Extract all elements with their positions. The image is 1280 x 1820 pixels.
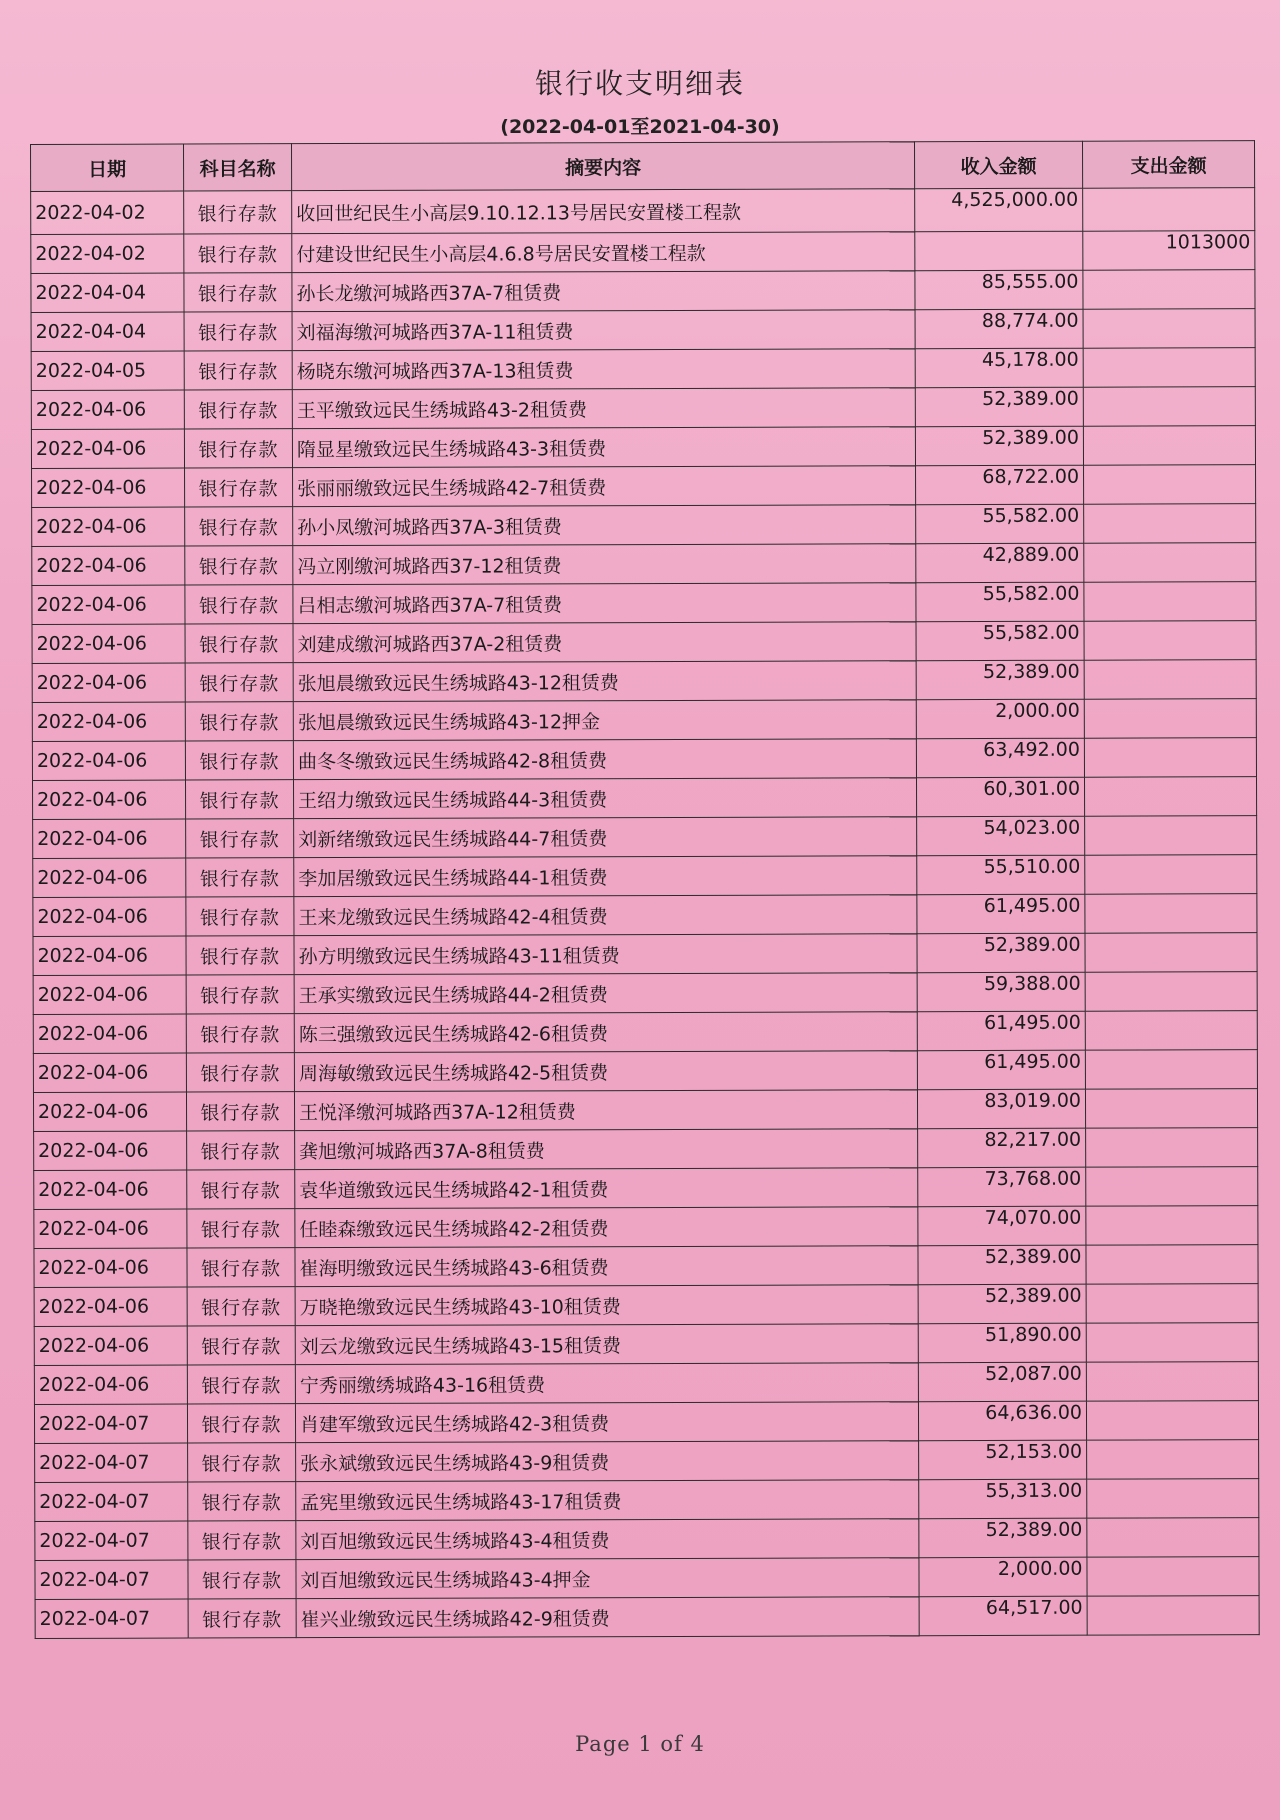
cell-summary: 刘百旭缴致远民生绣城路43-4押金 xyxy=(296,1558,919,1599)
cell-income: 88,774.00 xyxy=(915,309,1083,349)
cell-income: 51,890.00 xyxy=(918,1323,1086,1363)
cell-subject: 银行存款 xyxy=(184,390,292,429)
document-title: 银行收支明细表 xyxy=(534,67,745,100)
table-row xyxy=(34,1245,1258,1288)
cell-summary: 袁华道缴致远民生绣城路42-1租赁费 xyxy=(295,1168,918,1209)
cell-date: 2022-04-05 xyxy=(31,351,184,390)
cell-date: 2022-04-07 xyxy=(34,1404,187,1443)
cell-expense xyxy=(1085,933,1257,973)
cell-expense xyxy=(1086,1245,1258,1285)
header-expense: 支出金额 xyxy=(1082,141,1254,189)
cell-subject: 银行存款 xyxy=(188,1521,296,1560)
cell-subject: 银行存款 xyxy=(185,624,293,663)
cell-subject: 银行存款 xyxy=(187,1326,295,1365)
cell-subject: 银行存款 xyxy=(187,1131,295,1170)
cell-subject: 银行存款 xyxy=(186,975,294,1014)
cell-date: 2022-04-06 xyxy=(34,1365,187,1404)
cell-income: 60,301.00 xyxy=(916,777,1084,817)
cell-income: 52,389.00 xyxy=(916,660,1084,700)
table-row xyxy=(33,816,1257,859)
table-row xyxy=(33,1011,1257,1054)
cell-income: 54,023.00 xyxy=(917,816,1085,856)
cell-subject: 银行存款 xyxy=(185,546,293,585)
cell-income: 83,019.00 xyxy=(917,1089,1085,1129)
cell-expense xyxy=(1085,855,1257,895)
table-row xyxy=(31,309,1255,352)
cell-summary: 张旭晨缴致远民生绣城路43-12押金 xyxy=(293,700,916,741)
cell-summary: 杨晓东缴河城路西37A-13租赁费 xyxy=(292,349,915,390)
date-range: (2022-04-01至2021-04-30) xyxy=(500,116,780,138)
table-row xyxy=(31,270,1255,313)
cell-summary: 周海敏缴致远民生绣城路42-5租赁费 xyxy=(294,1051,917,1092)
cell-date: 2022-04-06 xyxy=(33,819,186,858)
cell-summary: 宁秀丽缴绣城路43-16租赁费 xyxy=(295,1363,918,1404)
cell-summary: 吕相志缴河城路西37A-7租赁费 xyxy=(293,583,916,624)
table-row xyxy=(34,1206,1258,1249)
cell-income: 55,510.00 xyxy=(917,855,1085,895)
cell-expense xyxy=(1086,1323,1258,1363)
cell-date: 2022-04-06 xyxy=(33,1014,186,1053)
cell-income: 68,722.00 xyxy=(916,465,1084,505)
cell-expense xyxy=(1084,660,1256,700)
cell-date: 2022-04-07 xyxy=(35,1560,188,1599)
cell-summary: 陈三强缴致远民生绣城路42-6租赁费 xyxy=(294,1012,917,1053)
ledger-table xyxy=(30,140,1260,1639)
cell-income: 55,313.00 xyxy=(919,1479,1087,1519)
cell-expense xyxy=(1084,699,1256,739)
cell-date: 2022-04-06 xyxy=(32,468,185,507)
cell-summary: 孙小凤缴河城路西37A-3租赁费 xyxy=(293,505,916,546)
cell-income: 55,582.00 xyxy=(916,621,1084,661)
cell-expense xyxy=(1087,1557,1259,1597)
table-row xyxy=(32,699,1256,742)
cell-income: 42,889.00 xyxy=(916,543,1084,583)
table-row xyxy=(32,777,1256,820)
cell-subject: 银行存款 xyxy=(187,1404,295,1443)
cell-expense xyxy=(1087,1479,1259,1519)
cell-income: 2,000.00 xyxy=(919,1557,1087,1597)
cell-expense xyxy=(1085,1050,1257,1090)
table-row xyxy=(35,1440,1259,1483)
cell-date: 2022-04-06 xyxy=(34,1287,187,1326)
table-row xyxy=(35,1596,1259,1639)
cell-summary: 崔兴业缴致远民生绣城路42-9租赁费 xyxy=(296,1597,919,1638)
cell-income: 59,388.00 xyxy=(917,972,1085,1012)
cell-subject: 银行存款 xyxy=(184,191,292,234)
cell-income: 64,517.00 xyxy=(919,1596,1087,1636)
cell-summary: 孙长龙缴河城路西37A-7租赁费 xyxy=(292,271,915,312)
cell-subject: 银行存款 xyxy=(186,897,294,936)
cell-date: 2022-04-06 xyxy=(33,936,186,975)
cell-expense xyxy=(1084,504,1256,544)
cell-summary: 李加居缴致远民生绣城路44-1租赁费 xyxy=(294,856,917,897)
cell-subject: 银行存款 xyxy=(186,1014,294,1053)
table-row xyxy=(31,387,1255,430)
cell-summary: 张永斌缴致远民生绣城路43-9租赁费 xyxy=(296,1441,919,1482)
cell-income: 52,153.00 xyxy=(919,1440,1087,1480)
cell-subject: 银行存款 xyxy=(188,1560,296,1599)
cell-income: 52,389.00 xyxy=(915,387,1083,427)
cell-subject: 银行存款 xyxy=(185,780,293,819)
cell-subject: 银行存款 xyxy=(186,858,294,897)
cell-expense xyxy=(1086,1401,1258,1441)
cell-summary: 曲冬冬缴致远民生绣城路42-8租赁费 xyxy=(293,739,916,780)
cell-summary: 孙方明缴致远民生绣城路43-11租赁费 xyxy=(294,934,917,975)
page-number: Page 1 of 4 xyxy=(575,1732,705,1756)
cell-summary: 王绍力缴致远民生绣城路44-3租赁费 xyxy=(293,778,916,819)
cell-expense xyxy=(1083,348,1255,388)
cell-expense xyxy=(1086,1206,1258,1246)
cell-subject: 银行存款 xyxy=(186,1092,294,1131)
cell-expense xyxy=(1086,1284,1258,1324)
cell-date: 2022-04-06 xyxy=(34,1131,187,1170)
cell-subject: 银行存款 xyxy=(188,1599,296,1638)
table-row xyxy=(34,1128,1258,1171)
cell-expense: 1013000 xyxy=(1083,231,1255,271)
table-body xyxy=(31,188,1260,1639)
cell-expense xyxy=(1084,738,1256,778)
cell-expense xyxy=(1083,270,1255,310)
cell-subject: 银行存款 xyxy=(184,351,292,390)
cell-subject: 银行存款 xyxy=(184,312,292,351)
cell-income: 45,178.00 xyxy=(915,348,1083,388)
table-row xyxy=(34,1323,1258,1366)
table-row xyxy=(32,504,1256,547)
cell-expense xyxy=(1086,1167,1258,1207)
cell-summary: 收回世纪民生小高层9.10.12.13号居民安置楼工程款 xyxy=(292,189,915,234)
cell-income: 82,217.00 xyxy=(918,1128,1086,1168)
cell-expense xyxy=(1085,1089,1257,1129)
cell-subject: 银行存款 xyxy=(185,741,293,780)
cell-subject: 银行存款 xyxy=(185,585,293,624)
cell-date: 2022-04-07 xyxy=(35,1599,188,1638)
cell-income: 52,389.00 xyxy=(919,1518,1087,1558)
cell-income: 64,636.00 xyxy=(918,1401,1086,1441)
cell-expense xyxy=(1084,543,1256,583)
cell-date: 2022-04-06 xyxy=(32,702,185,741)
cell-income xyxy=(915,231,1083,271)
header-subject: 科目名称 xyxy=(184,144,292,191)
table-row xyxy=(33,1089,1257,1132)
cell-summary: 隋显星缴致远民生绣城路43-3租赁费 xyxy=(292,427,915,468)
cell-summary: 王来龙缴致远民生绣城路42-4租赁费 xyxy=(294,895,917,936)
cell-expense xyxy=(1083,426,1255,466)
cell-subject: 银行存款 xyxy=(186,1053,294,1092)
cell-income: 73,768.00 xyxy=(918,1167,1086,1207)
cell-subject: 银行存款 xyxy=(188,1482,296,1521)
cell-summary: 孟宪里缴致远民生绣城路43-17租赁费 xyxy=(296,1480,919,1521)
cell-income: 2,000.00 xyxy=(916,699,1084,739)
cell-expense xyxy=(1084,777,1256,817)
cell-summary: 刘百旭缴致远民生绣城路43-4租赁费 xyxy=(296,1519,919,1560)
cell-date: 2022-04-04 xyxy=(31,312,184,351)
table-row xyxy=(34,1167,1258,1210)
cell-income: 52,389.00 xyxy=(918,1245,1086,1285)
cell-date: 2022-04-06 xyxy=(32,507,185,546)
cell-subject: 银行存款 xyxy=(187,1365,295,1404)
cell-expense xyxy=(1083,387,1255,427)
cell-date: 2022-04-06 xyxy=(32,663,185,702)
cell-income: 52,389.00 xyxy=(915,426,1083,466)
cell-summary: 张丽丽缴致远民生绣城路42-7租赁费 xyxy=(293,466,916,507)
cell-date: 2022-04-06 xyxy=(32,741,185,780)
header-income: 收入金额 xyxy=(914,141,1082,189)
cell-date: 2022-04-06 xyxy=(32,585,185,624)
cell-date: 2022-04-06 xyxy=(33,858,186,897)
cell-subject: 银行存款 xyxy=(187,1287,295,1326)
cell-date: 2022-04-06 xyxy=(32,780,185,819)
cell-date: 2022-04-06 xyxy=(33,1092,186,1131)
table-row xyxy=(33,1050,1257,1093)
cell-date: 2022-04-02 xyxy=(31,191,184,234)
cell-summary: 王悦泽缴河城路西37A-12租赁费 xyxy=(294,1090,917,1131)
table-row xyxy=(33,972,1257,1015)
cell-expense xyxy=(1087,1596,1259,1636)
cell-date: 2022-04-06 xyxy=(34,1170,187,1209)
cell-income: 85,555.00 xyxy=(915,270,1083,310)
table-row xyxy=(32,660,1256,703)
cell-subject: 银行存款 xyxy=(188,1443,296,1482)
cell-summary: 龚旭缴河城路西37A-8租赁费 xyxy=(295,1129,918,1170)
cell-income: 52,389.00 xyxy=(918,1284,1086,1324)
table-header-row xyxy=(31,141,1255,192)
table-row xyxy=(35,1557,1259,1600)
cell-summary: 刘建成缴河城路西37A-2租赁费 xyxy=(293,622,916,663)
cell-expense xyxy=(1085,894,1257,934)
cell-subject: 银行存款 xyxy=(184,273,292,312)
table-row xyxy=(33,855,1257,898)
cell-subject: 银行存款 xyxy=(185,468,293,507)
cell-summary: 刘云龙缴致远民生绣城路43-15租赁费 xyxy=(295,1324,918,1365)
cell-summary: 王承实缴致远民生绣城路44-2租赁费 xyxy=(294,973,917,1014)
cell-income: 61,495.00 xyxy=(917,1011,1085,1051)
table-row xyxy=(35,1479,1259,1522)
cell-expense xyxy=(1084,582,1256,622)
cell-summary: 肖建军缴致远民生绣城路42-3租赁费 xyxy=(295,1402,918,1443)
cell-date: 2022-04-06 xyxy=(34,1248,187,1287)
table-row xyxy=(32,543,1256,586)
cell-date: 2022-04-06 xyxy=(33,897,186,936)
header-summary: 摘要内容 xyxy=(292,142,915,191)
cell-subject: 银行存款 xyxy=(185,507,293,546)
cell-subject: 银行存款 xyxy=(187,1248,295,1287)
cell-date: 2022-04-07 xyxy=(35,1443,188,1482)
table-row xyxy=(31,231,1255,274)
table-row xyxy=(31,188,1255,235)
cell-income: 52,389.00 xyxy=(917,933,1085,973)
table-row xyxy=(35,1518,1259,1561)
cell-date: 2022-04-06 xyxy=(33,1053,186,1092)
cell-date: 2022-04-04 xyxy=(31,273,184,312)
cell-income: 55,582.00 xyxy=(916,504,1084,544)
table-row xyxy=(32,738,1256,781)
cell-date: 2022-04-06 xyxy=(31,429,184,468)
cell-expense xyxy=(1086,1128,1258,1168)
cell-date: 2022-04-06 xyxy=(34,1326,187,1365)
cell-subject: 银行存款 xyxy=(186,936,294,975)
cell-date: 2022-04-02 xyxy=(31,234,184,273)
table-row xyxy=(34,1401,1258,1444)
cell-date: 2022-04-06 xyxy=(33,975,186,1014)
cell-subject: 银行存款 xyxy=(185,663,293,702)
cell-expense xyxy=(1083,188,1255,232)
cell-summary: 张旭晨缴致远民生绣城路43-12租赁费 xyxy=(293,661,916,702)
cell-subject: 银行存款 xyxy=(186,819,294,858)
cell-income: 61,495.00 xyxy=(917,894,1085,934)
cell-summary: 刘福海缴河城路西37A-11租赁费 xyxy=(292,310,915,351)
cell-income: 55,582.00 xyxy=(916,582,1084,622)
table-row xyxy=(32,582,1256,625)
cell-subject: 银行存款 xyxy=(185,702,293,741)
cell-summary: 崔海明缴致远民生绣城路43-6租赁费 xyxy=(295,1246,918,1287)
cell-subject: 银行存款 xyxy=(187,1170,295,1209)
cell-expense xyxy=(1085,972,1257,1012)
cell-expense xyxy=(1086,1362,1258,1402)
cell-expense xyxy=(1085,816,1257,856)
cell-summary: 王平缴致远民生绣城路43-2租赁费 xyxy=(292,388,915,429)
cell-summary: 万晓艳缴致远民生绣城路43-10租赁费 xyxy=(295,1285,918,1326)
cell-income: 63,492.00 xyxy=(916,738,1084,778)
cell-expense xyxy=(1087,1440,1259,1480)
cell-date: 2022-04-07 xyxy=(35,1482,188,1521)
cell-expense xyxy=(1083,309,1255,349)
cell-date: 2022-04-07 xyxy=(35,1521,188,1560)
cell-income: 61,495.00 xyxy=(917,1050,1085,1090)
table-row xyxy=(33,894,1257,937)
cell-expense xyxy=(1085,1011,1257,1051)
cell-summary: 冯立刚缴河城路西37-12租赁费 xyxy=(293,544,916,585)
table-row xyxy=(34,1362,1258,1405)
header-date: 日期 xyxy=(31,144,184,191)
cell-subject: 银行存款 xyxy=(184,234,292,273)
table-row xyxy=(34,1284,1258,1327)
table-row xyxy=(33,933,1257,976)
table-row xyxy=(31,426,1255,469)
table-row xyxy=(32,621,1256,664)
cell-summary: 任睦森缴致远民生绣城路42-2租赁费 xyxy=(295,1207,918,1248)
cell-subject: 银行存款 xyxy=(187,1209,295,1248)
cell-income: 52,087.00 xyxy=(918,1362,1086,1402)
table-row xyxy=(32,465,1256,508)
cell-subject: 银行存款 xyxy=(184,429,292,468)
cell-date: 2022-04-06 xyxy=(34,1209,187,1248)
cell-income: 4,525,000.00 xyxy=(915,188,1083,232)
cell-income: 74,070.00 xyxy=(918,1206,1086,1246)
cell-expense xyxy=(1087,1518,1259,1558)
cell-date: 2022-04-06 xyxy=(31,390,184,429)
cell-expense xyxy=(1084,621,1256,661)
cell-date: 2022-04-06 xyxy=(32,624,185,663)
cell-summary: 刘新绪缴致远民生绣城路44-7租赁费 xyxy=(294,817,917,858)
table-row xyxy=(31,348,1255,391)
cell-date: 2022-04-06 xyxy=(32,546,185,585)
cell-expense xyxy=(1084,465,1256,505)
cell-summary: 付建设世纪民生小高层4.6.8号居民安置楼工程款 xyxy=(292,232,915,273)
